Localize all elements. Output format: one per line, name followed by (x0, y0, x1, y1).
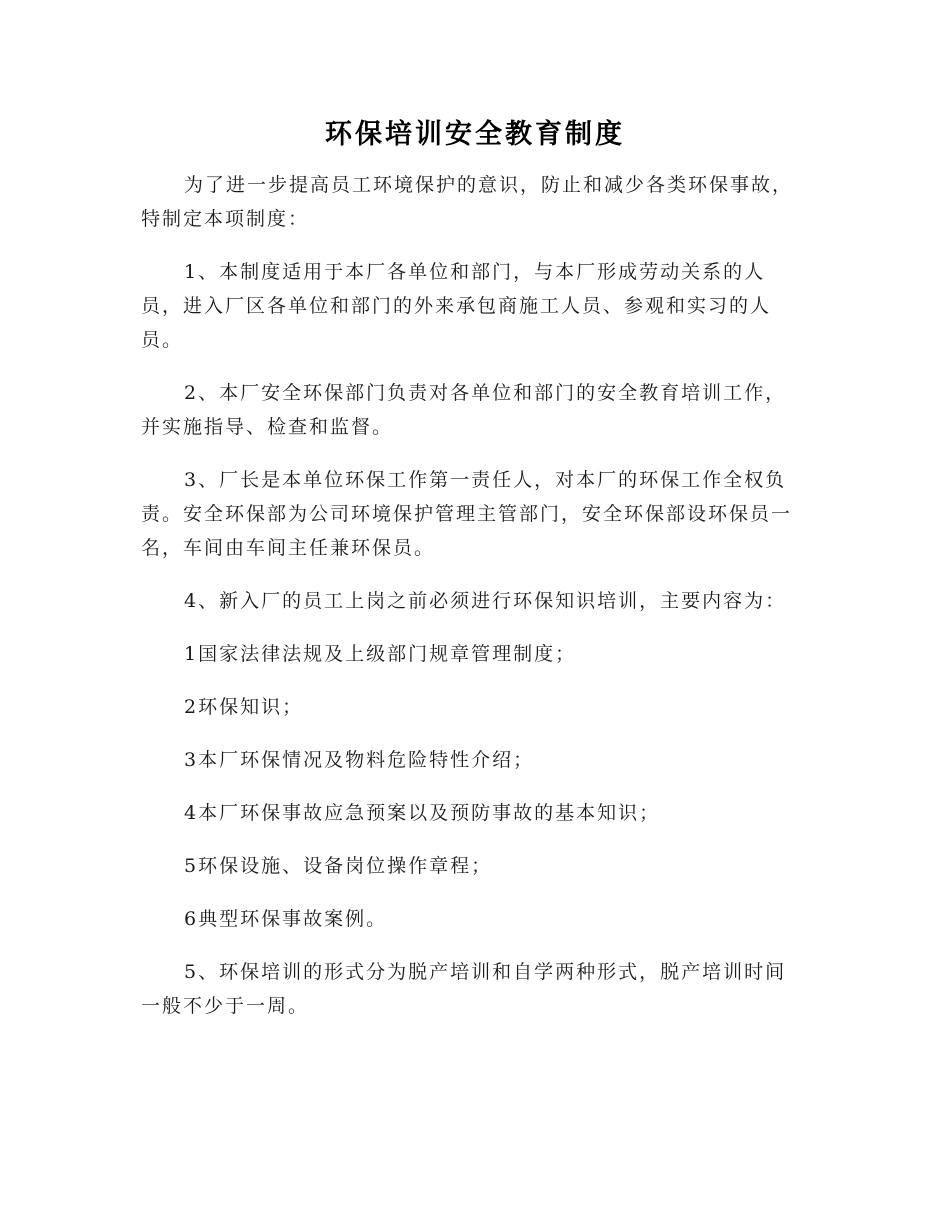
intro-paragraph: 为了进一步提高员工环境保护的意识，防止和减少各类环保事故，特制定本项制度： (141, 174, 794, 230)
training-item-3: 3本厂环保情况及物料危险特性介绍； (184, 749, 535, 771)
training-item-5: 5环保设施、设备岗位操作章程； (184, 855, 493, 877)
clause-4: 4、新入厂的员工上岗之前必须进行环保知识培训，主要内容为： (184, 590, 787, 612)
training-item-2: 2环保知识； (184, 696, 304, 718)
training-item-4: 4本厂环保事故应急预案以及预防事故的基本知识； (184, 802, 661, 824)
clause-1: 1、本制度适用于本厂各单位和部门，与本厂形成劳动关系的人员，进入厂区各单位和部门的外来承包商施工人员、参观和实习的人员。 (141, 261, 772, 351)
document-body (141, 168, 805, 1042)
training-item-6: 6典型环保事故案例。 (184, 908, 388, 930)
clause-5: 5、环保培训的形式分为脱产培训和自学两种形式，脱产培训时间一般不少于一周。 (141, 961, 787, 1017)
clause-3: 3、厂长是本单位环保工作第一责任人，对本厂的环保工作全权负责。安全环保部为公司环境保护管理主管部门，安全环保部设环保员一名，车间由车间主任兼环保员。 (141, 469, 793, 559)
document-title: 环保培训安全教育制度 (325, 119, 625, 150)
clause-2: 2、本厂安全环保部门负责对各单位和部门的安全教育培训工作，并实施指导、检查和监督。 (141, 382, 787, 438)
training-item-1: 1国家法律法规及上级部门规章管理制度； (184, 643, 577, 665)
